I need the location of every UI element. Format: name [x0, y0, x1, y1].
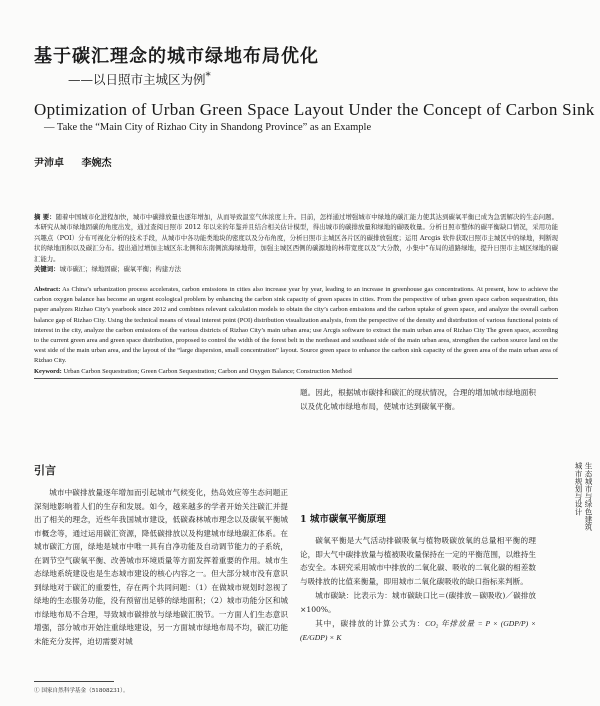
intro-body: 城市中碳排放量逐年增加而引起城市气候变化，热岛效应等生态问题正深刻地影响着人们的生存和发展。如今，越来越多的学者开始关注碳汇并提出了相关的理念，近些年我国城市建设，低碳森林城市理念以及碳氧平衡城市概念等，通过运用碳汇资源，降低碳排放以及构建城市绿地碳汇体系。在城市碳汇方面，绿地是城市中唯一具有自净功能及自动调节能力的子系统，在调节空气碳氧平衡、改善城市环境质量等方面发挥着重要的作用。城市生态绿地系统建设也是生态城市建设的核心内容之一。但大部分城市没有意识到绿地对于碳汇的重要性，存在两个共同问题：（1）在做城市规划时忽视了绿地的生态服务功能，没有预留出足够的绿地面积；（2）城市功能分区和城市绿地布局不合理，导致城市碳排放与绿地碳汇脱节。一方面人们生态意识增强，部分城市开始注重绿地建设，另一方面城市绿地布局不均，碳汇功能未能充分发挥，迫切需要对城 — [34, 488, 288, 646]
right-column-continuation: 题。因此，根据城市碳排和碳汇的现状情况，合理的增加城市绿地面积以及优化城市绿地布局，使城市达到碳氧平衡。 — [300, 388, 536, 411]
abstract-divider — [34, 378, 558, 379]
footnote-divider — [34, 681, 114, 682]
section1-body — [300, 534, 536, 645]
emission-formula: CO₂ 年排放量 = P × (GDP/P) × (E/GDP) × K — [300, 619, 536, 642]
abstract-cn-text: 随着中国城市化进程加快，城市中碳排放量也逐年增加，从而导致温室气体浓度上升。目前，怎样通过增强城市中绿地的碳汇能力使其达到碳氧平衡已成为急需解决的生态问题。本研究从城市绿地固碳的角度出发，通过查阅日照市 2012 年以来的年鉴并且结合相关估计模型，得出城市的碳排放量和绿地的碳吸收量。分析日照市整体的碳平衡缺口情况，采用功能兴趣点（POI）分布可视化分析的技术手段，从城市中各功能类地块的密度以及分布角度，分析日照市主城区各片区的碳排放强度；运用 Arcgis 软件获取日照市主城区中的绿地，判断现状的绿地面积以及碳汇分布。提出通过增加主城区东北侧和东南侧滨海绿地带，加强主城区西侧的碳源地的林带宽度以及“大分散，小集中”布局的道路绿地，提升日照市主城区绿地的碳汇能力。 — [34, 213, 558, 263]
abstract-en-text: As China’s urbanization process accelerates, carbon emissions in cities also increase year by year, leading to an increase in greenhouse gas concentrations. At present, how to achieve the carbon oxygen balance has become an urgent ecological problem by enhancing the carbon sink capacity of green spaces in cities. From the perspective of urban green space carbon sequestration, this paper analyzes Rizhao City’s yearbook since 2012 and combines relevant calculation models to obtain the city’s carbon emissions and the carbon uptake of green space, and analyze the overall carbon balance gap of Rizhao City. Using the technical means of visual interest point (POI) distribution visualization analysis, from the perspective of the density and distribution of various functional points of interest in the city, analyze the carbon emissions of the various districts of Rizhao City’s main urban area; use Arcgis software to extract the main urban area of Rizhao City The green space, according to the current green area and green space distribution, proposed to control the width of the forest belt in the northeast and southeast side of the main urban area, strengthen the carbon source land on the west side of the main urban area, and the layout of the “large dispersion, small concentration” layout. Source green space to enhance the carbon sink capacity of the green area of the main urban area of Rizhao City. — [34, 286, 558, 365]
abstract-cn — [34, 212, 558, 274]
keywords-en: Urban Carbon Sequestration; Green Carbon Sequestration; Carbon and Oxygen Balance; Construction Method — [63, 367, 352, 375]
paper-title-en: Optimization of Urban Green Space Layout Under the Concept of Carbon Sink — [34, 100, 595, 119]
paper-subtitle-en: — Take the “Main City of Rizhao City in Shandong Province” as an Example — [44, 122, 372, 133]
footnote: ① 国家自然科学基金（51808231）。 — [34, 688, 129, 694]
authors: 尹沛卓 李婉杰 — [34, 158, 112, 169]
intro-heading: 引言 — [34, 464, 56, 477]
abstract-en-label: Abstract: — [34, 286, 61, 293]
paper-subtitle-cn — [68, 70, 211, 88]
abstract-cn-label: 摘 要： — [34, 213, 56, 221]
section1-heading: 1 城市碳氧平衡原理 — [300, 514, 386, 525]
side-running-line: 城市规划与设计 — [574, 462, 583, 516]
subtitle-cn-text: ——以日照市主城区为例 — [68, 72, 206, 88]
section1-paragraph: 城市碳缺：比表示为：城市碳缺口比＝(碳排放－碳吸收)／碳排放×100%。 — [300, 591, 536, 614]
keywords-en-label: Keyword: — [34, 367, 62, 375]
keywords-cn: 城市碳汇；绿地固碳；碳氧平衡；构建方法 — [59, 265, 181, 274]
subtitle-cn-footnote-mark: * — [205, 70, 211, 82]
side-running-header — [563, 462, 593, 702]
paper-title-cn: 基于碳汇理念的城市绿地布局优化 — [34, 46, 319, 67]
side-running-line: 生态城市与绿色建筑 — [584, 462, 593, 531]
section1-paragraph: 碳氧平衡是大气活动排碳吸氧与植物吸碳放氧的总量相平衡的理论，即大气中碳排放量与植被吸收量保持在一定的平衡范围，以维持生态安全。本研究采用城市中排放的二氧化碳、吸收的二氧化碳的相差数与吸排放的比值来衡量，即用城市二氧化碳吸收的缺口指标来判断。 — [300, 536, 536, 586]
abstract-en — [34, 285, 558, 377]
formula-lead: 其中，碳排放的计算公式为： — [315, 619, 426, 628]
keywords-cn-label: 关键词： — [34, 265, 60, 274]
section1-paragraph — [300, 617, 536, 644]
